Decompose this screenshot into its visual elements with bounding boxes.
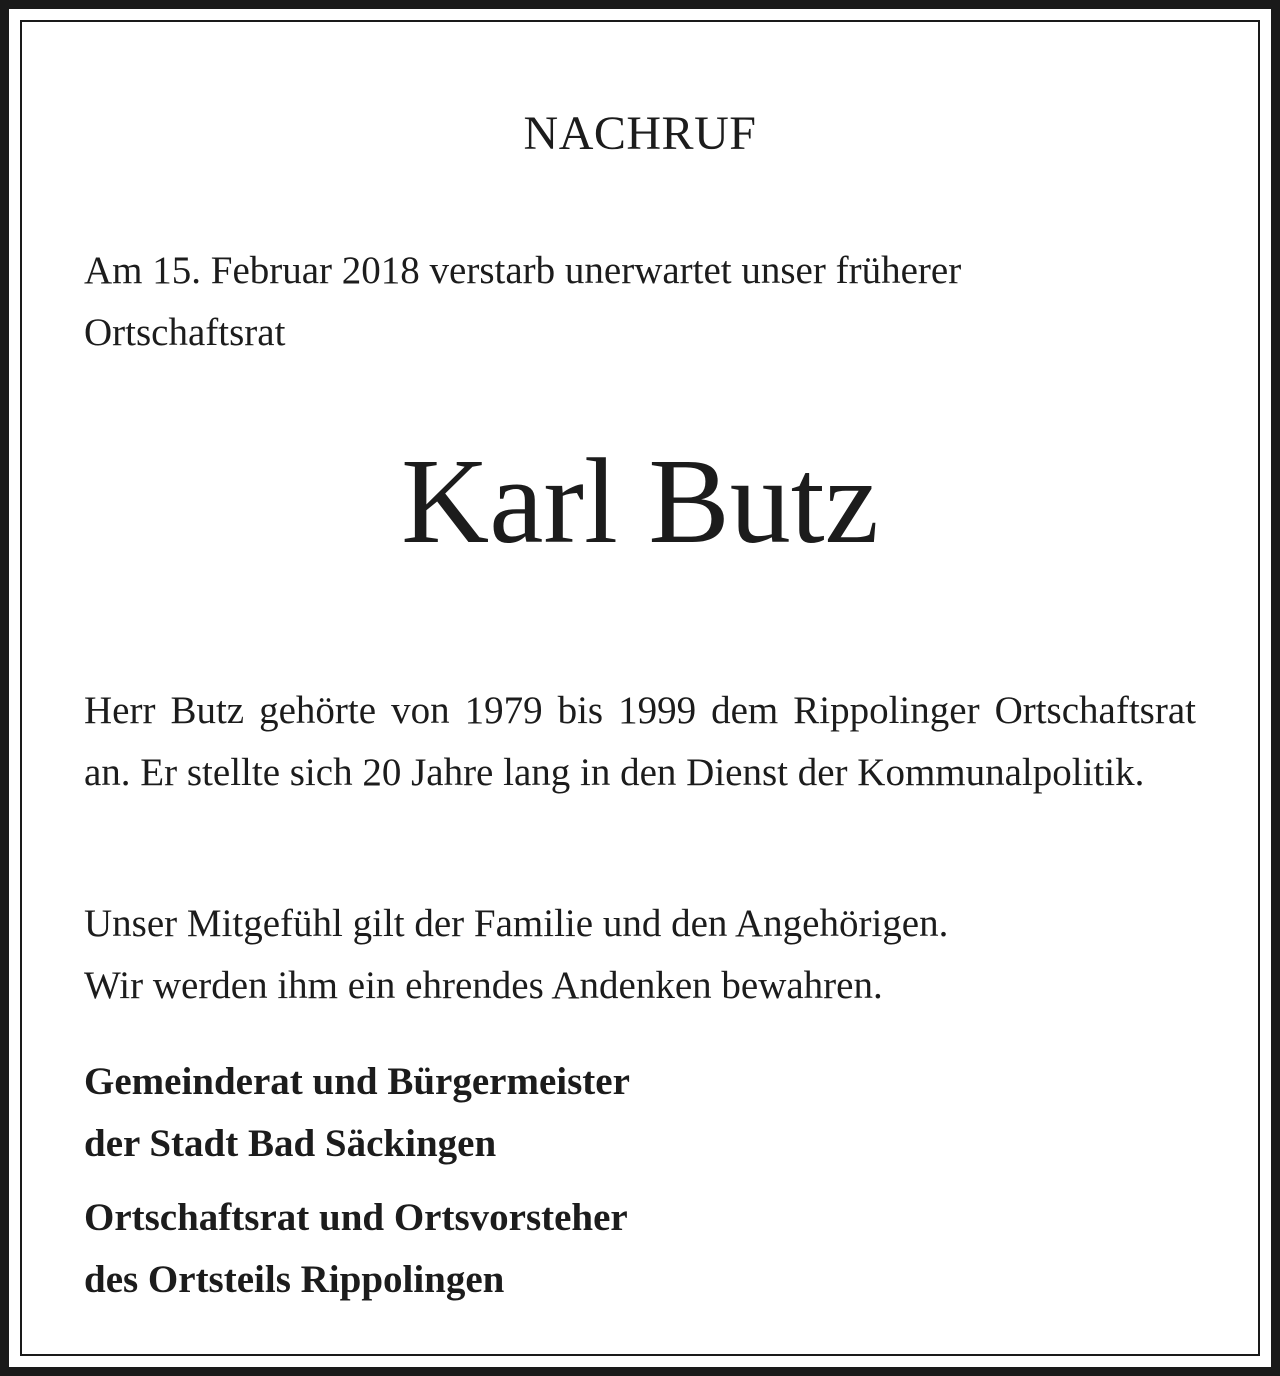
signature-line-2: des Ortsteils Rippolingen — [84, 1258, 505, 1301]
signature-line-2: der Stadt Bad Säckingen — [84, 1122, 497, 1165]
intro-text — [84, 240, 1196, 364]
signature-line-1: Gemeinderat und Bürgermeister — [84, 1060, 630, 1103]
condolence-line-2: Wir werden ihm ein ehrendes Andenken bewahren. — [84, 964, 883, 1007]
condolence-paragraph — [84, 893, 1196, 1017]
intro-line-1: Am 15. Februar 2018 verstarb unerwartet unser früherer — [84, 249, 962, 292]
condolence-line-1: Unser Mitgefühl gilt der Familie und den Angehörigen. — [84, 902, 949, 945]
signature-line-1: Ortschaftsrat und Ortsvorsteher — [84, 1196, 628, 1239]
deceased-name: Karl Butz — [401, 434, 879, 569]
signature-local-council — [84, 1187, 1196, 1311]
intro-line-2: Ortschaftsrat — [84, 311, 286, 354]
tribute-paragraph: Herr Butz gehörte von 1979 bis 1999 dem Rippolinger Ortschaftsrat an. Er stellte sich 20 Jahre lang in den Dienst der Kommunalpolitik. — [84, 689, 1196, 794]
notice-heading: NACHRUF — [523, 107, 757, 160]
signature-city-council — [84, 1051, 1196, 1175]
